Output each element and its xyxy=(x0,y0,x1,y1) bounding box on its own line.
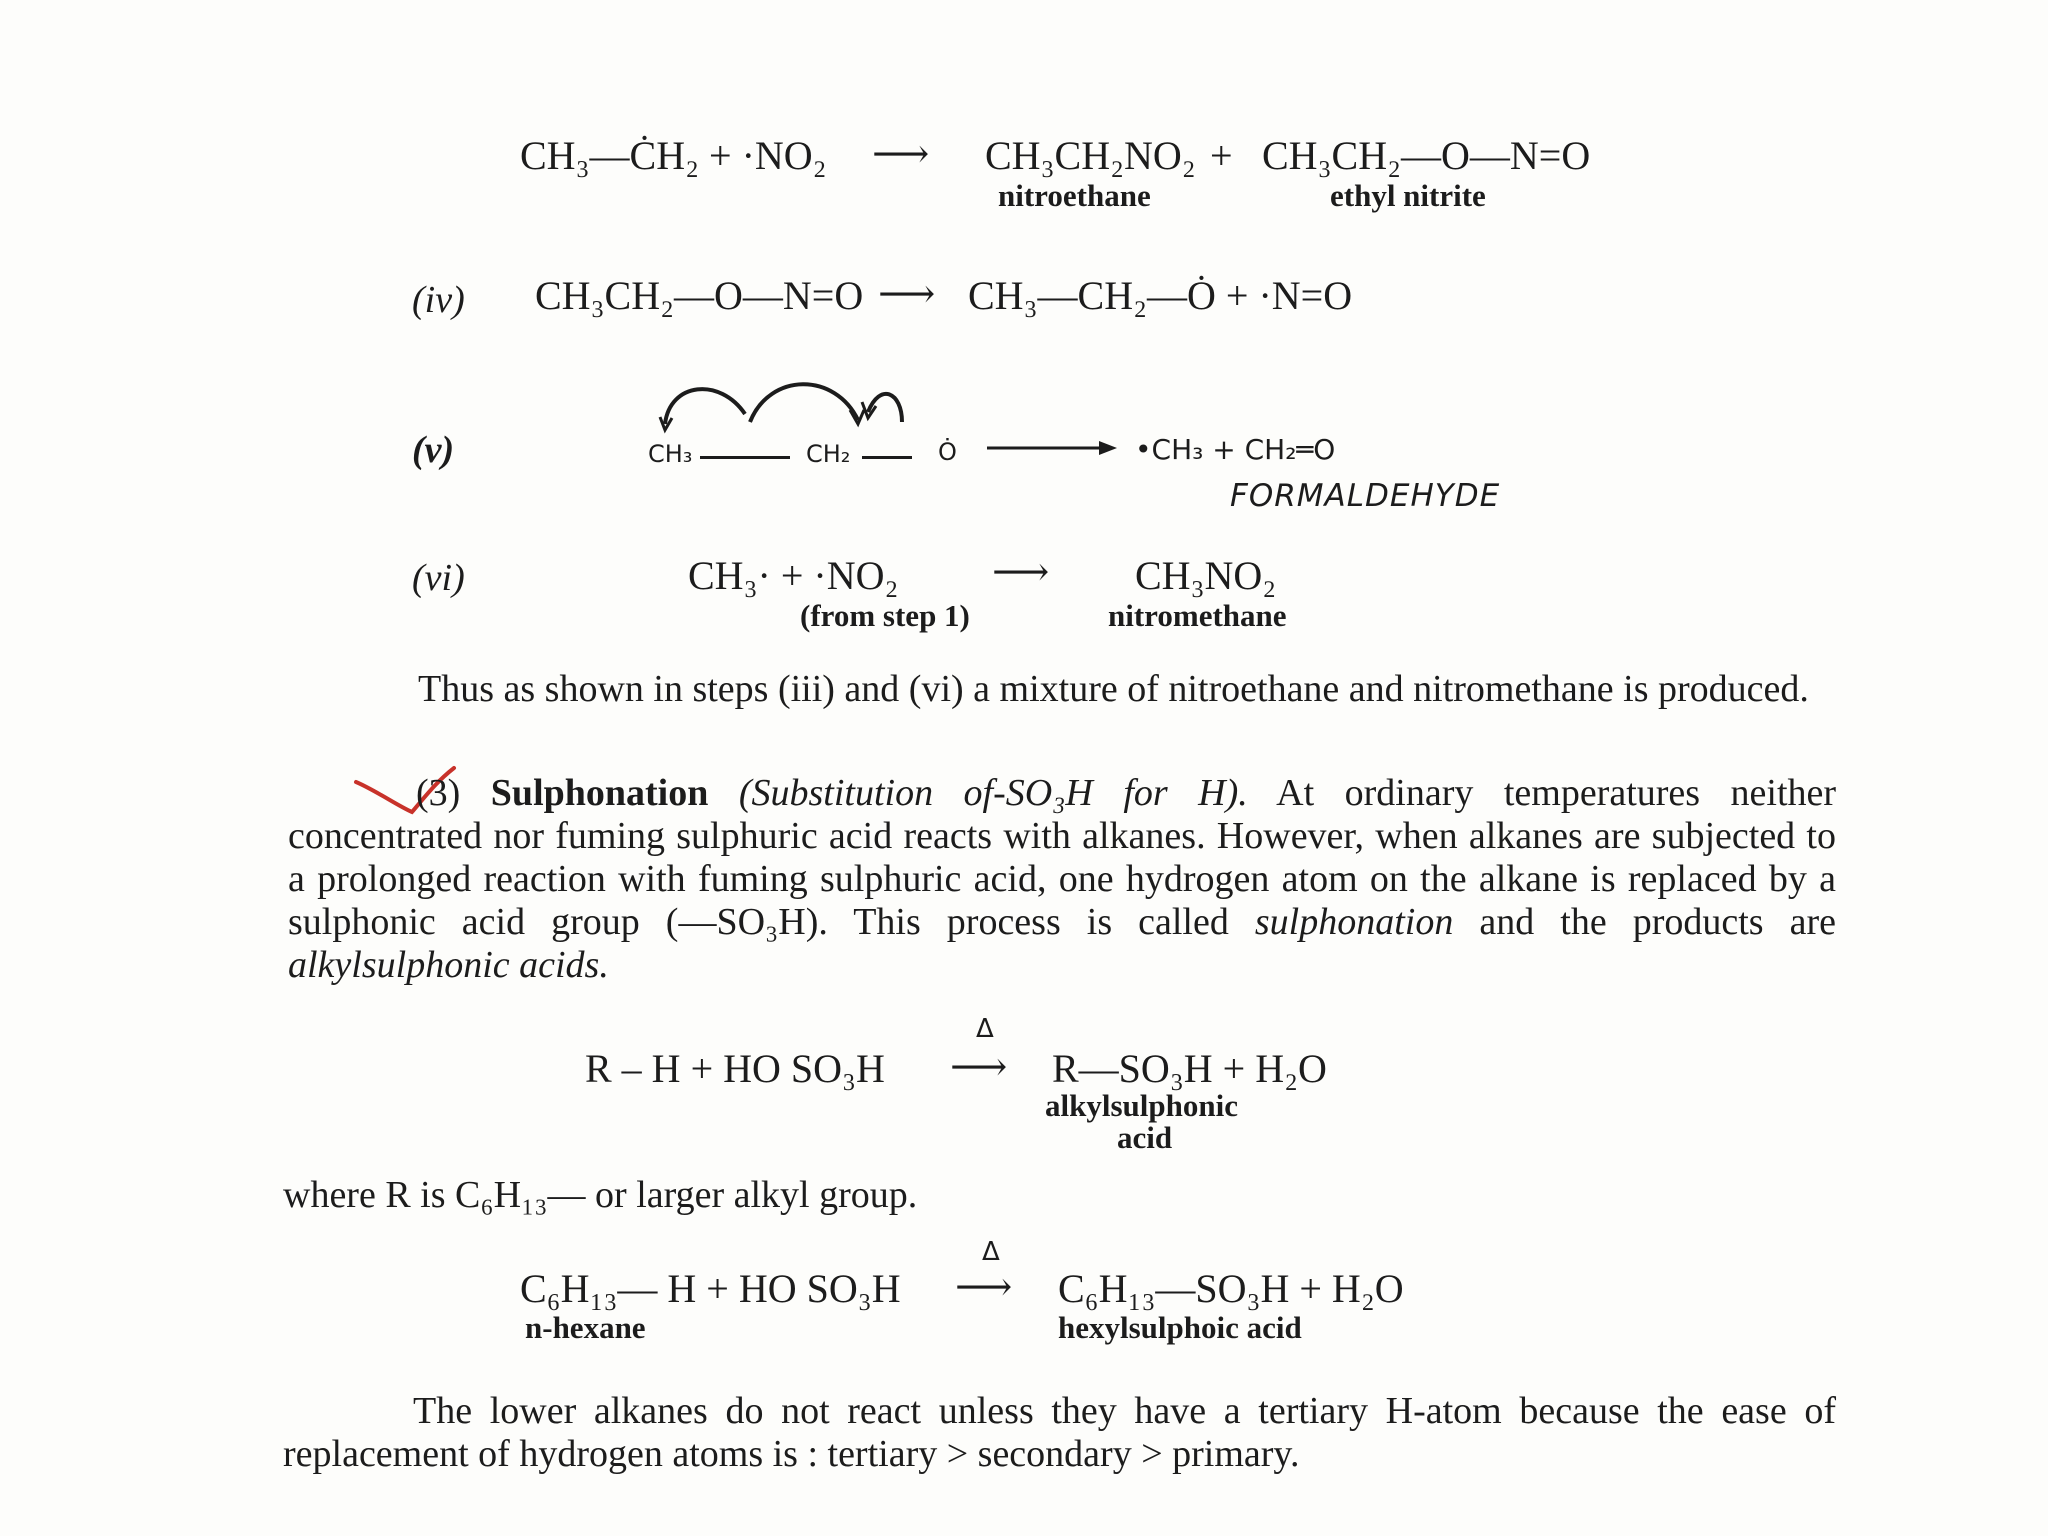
eq5-products: •CH₃ + CH₂═O xyxy=(1135,433,1336,466)
eq8-products: C₆H₁₃—SO₃H + H₂O xyxy=(1058,1266,1404,1311)
eq7-label-alkylsulphonic: alkylsulphonic xyxy=(1045,1088,1238,1123)
section-body-mid: and the products are xyxy=(1479,901,1837,943)
eq3-plus: + xyxy=(1210,133,1233,178)
section-heading: Sulphonation xyxy=(490,772,709,814)
eq7-heat-symbol: Δ xyxy=(976,1014,994,1044)
eq7-reactants: R – H + HO SO₃H xyxy=(585,1046,885,1091)
electron-push-arrows xyxy=(640,372,940,442)
paragraph-steps-summary xyxy=(288,668,1836,711)
section-body: At ordinary temperatures neither concentrated nor fuming sulphuric acid reacts with alkanes. However, when alkanes are subjected to a prolonged reaction with fuming sulphuric acid, one hydrogen atom on the alkane is replaced by a sulphonic acid group (—SO₃H). This process is called xyxy=(288,772,1837,943)
eq3-product-ethyl-nitrite: CH₃CH₂—O—N=O xyxy=(1262,133,1591,178)
eq6-label-from-step: (from step 1) xyxy=(800,598,970,633)
eq5-tag: (v) xyxy=(412,429,455,471)
eq4-arrow: ⟶ xyxy=(878,271,936,316)
term-alkylsulphonic-acids: alkylsulphonic acids. xyxy=(288,944,609,986)
eq4-reactant: CH₃CH₂—O—N=O xyxy=(535,273,864,318)
eq5-atom-o: Ȯ xyxy=(938,438,957,466)
eq8-arrow: ⟶ xyxy=(955,1264,1013,1309)
eq8-label-n-hexane: n-hexane xyxy=(525,1310,646,1345)
eq3-arrow: ⟶ xyxy=(872,131,930,176)
eq6-reactants: CH₃· + ·NO₂ xyxy=(688,553,899,598)
eq8-label-hexylsulphoic-acid: hexylsulphoic acid xyxy=(1058,1310,1302,1345)
eq3-product-nitroethane: CH₃CH₂NO₂ xyxy=(985,133,1196,178)
eq3-label-nitroethane: nitroethane xyxy=(998,178,1151,213)
where-r-line: where R is C₆H₁₃— or larger alkyl group. xyxy=(283,1174,918,1216)
eq6-arrow: ⟶ xyxy=(992,549,1050,594)
eq4-products: CH₃—CH₂—Ȯ + ·N=O xyxy=(968,273,1353,318)
section-number: (3) xyxy=(416,772,461,814)
eq8-reactants: C₆H₁₃— H + HO SO₃H xyxy=(520,1266,901,1311)
eq5-bond2 xyxy=(862,456,912,459)
eq6-product: CH₃NO₂ xyxy=(1135,553,1277,598)
paragraph-lower-alkanes-text: The lower alkanes do not react unless they have a tertiary H-atom because the ease of replacement of hydrogen atoms is : tertiary > secondary > primary. xyxy=(283,1390,1836,1475)
eq3-label-ethyl-nitrite: ethyl nitrite xyxy=(1330,178,1486,213)
eq7-products: R—SO₃H + H₂O xyxy=(1052,1046,1327,1091)
section-subheading: (Substitution of-SO₃H for H). xyxy=(738,772,1248,814)
paragraph-lower-alkanes xyxy=(283,1390,1836,1476)
term-sulphonation: sulphonation xyxy=(1254,901,1454,943)
eq6-label-nitromethane: nitromethane xyxy=(1108,598,1287,633)
paragraph-sulphonation xyxy=(288,772,1836,987)
paragraph-steps-text: Thus as shown in steps (iii) and (vi) a mixture of nitroethane and nitromethane is produced. xyxy=(418,668,1809,710)
eq5-bond1 xyxy=(700,456,790,459)
eq5-atom-ch2: CH₂ xyxy=(806,440,851,468)
eq8-heat-symbol: Δ xyxy=(982,1237,1000,1267)
eq5-formaldehyde-label: FORMALDEHYDE xyxy=(1230,478,1501,514)
eq3-reactants: CH₃—ĊH₂ + ·NO₂ xyxy=(520,133,827,178)
eq6-tag: (vi) xyxy=(412,557,465,599)
eq7-arrow: ⟶ xyxy=(950,1044,1008,1089)
eq5-atom-ch3: CH₃ xyxy=(648,440,693,468)
eq7-label-acid: acid xyxy=(1117,1120,1173,1155)
eq5-arrow xyxy=(985,438,1120,458)
eq4-tag: (iv) xyxy=(412,279,465,321)
